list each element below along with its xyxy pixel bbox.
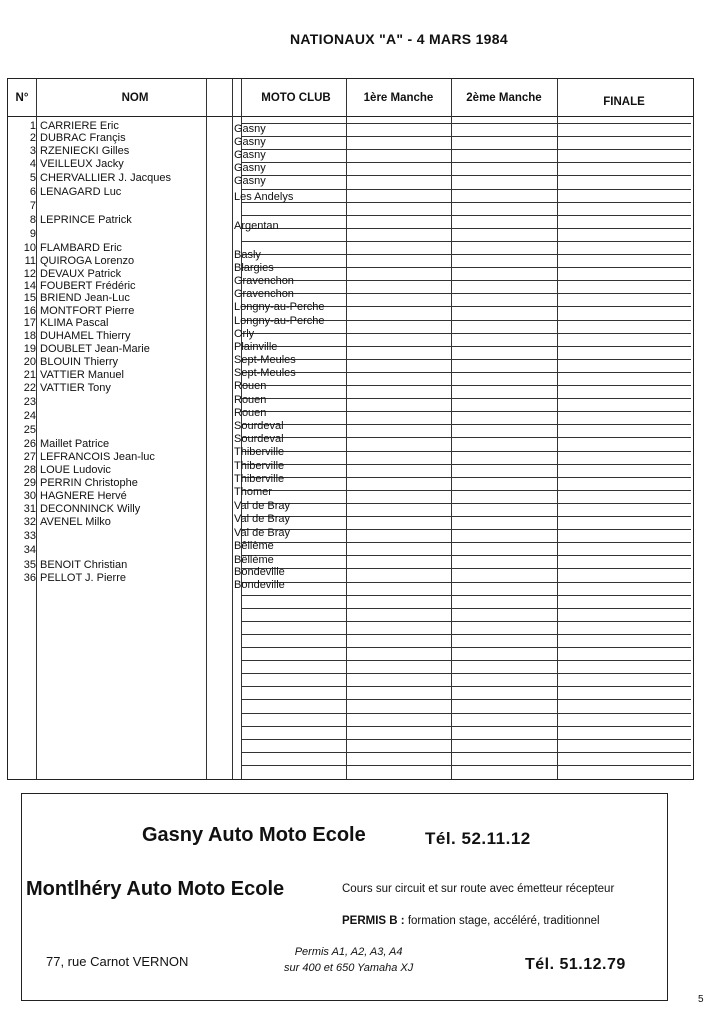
rider-name: AVENEL Milko: [40, 516, 111, 528]
grid-row-line: [241, 424, 691, 425]
rider-name: DOUBLET Jean-Marie: [40, 343, 150, 355]
club-name: Gasny: [234, 149, 266, 161]
grid-row-line: [241, 673, 691, 674]
club-name: Rouen: [234, 407, 267, 419]
grid-row-line: [241, 136, 691, 137]
club-name: Blargies: [234, 262, 274, 274]
grid-row-line: [241, 280, 691, 281]
rider-name: LOUE Ludovic: [40, 464, 111, 476]
rider-number: 26: [23, 438, 36, 450]
grid-row-line: [241, 333, 691, 334]
rider-name: PELLOT J. Pierre: [40, 572, 126, 584]
club-name: Rouen: [234, 394, 267, 406]
grid-row-line: [241, 699, 691, 700]
grid-row-line: [241, 477, 691, 478]
rider-name: HAGNERE Hervé: [40, 490, 127, 502]
rider-number: 11: [24, 255, 36, 267]
rider-number: 7: [29, 200, 36, 212]
header-nom: NOM: [121, 91, 149, 104]
grid-row-line: [241, 516, 691, 517]
grid-row-line: [241, 765, 691, 766]
grid-row-line: [241, 608, 691, 609]
rider-number: 31: [23, 503, 36, 515]
club-name: Rouen: [234, 380, 267, 392]
grid-row-line: [241, 437, 691, 438]
rider-number: 10: [23, 242, 36, 254]
club-name: Gasny: [234, 175, 266, 187]
column-divider: [36, 79, 37, 779]
gasny-school-name: [142, 824, 366, 847]
grid-row-line: [241, 503, 691, 504]
club-name: Thiberville: [234, 446, 285, 458]
grid-row-line: [241, 202, 691, 203]
rider-name: LEFRANCOIS Jean-luc: [40, 451, 155, 463]
header-manche2: 2ème Manche: [466, 91, 542, 104]
rider-number: 2: [29, 132, 36, 144]
rider-number: 8: [29, 214, 36, 226]
grid-row-line: [241, 621, 691, 622]
rider-name: DUBRAC Françis: [40, 132, 126, 144]
permis-a-info: [284, 944, 413, 976]
grid-row-line: [241, 346, 691, 347]
club-name: Bêllème: [234, 540, 274, 552]
grid-row-line: [241, 568, 691, 569]
rider-number: 17: [23, 317, 36, 329]
permis-a-line1: Permis A1, A2, A3, A4: [294, 946, 403, 958]
grid-row-line: [241, 660, 691, 661]
montlhery-school-name: Montlhéry Auto Moto Ecole: [26, 878, 285, 900]
club-name: Bondeville: [234, 566, 285, 578]
address: 77, rue Carnot VERNON: [46, 954, 189, 969]
club-name: Bêllème: [234, 554, 274, 566]
club-name: Argentan: [234, 220, 279, 232]
club-name: Plainville: [234, 341, 278, 353]
rider-number: 9: [29, 228, 36, 240]
club-name: Longny-au-Perche: [234, 301, 325, 313]
header-club: MOTO CLUB: [261, 91, 331, 104]
rider-name: MONTFORT Pierre: [40, 305, 135, 317]
rider-number: 35: [23, 559, 36, 571]
rider-name: LENAGARD Luc: [40, 186, 122, 198]
column-divider: [232, 79, 233, 779]
club-name: Thiberville: [234, 460, 285, 472]
header-finale: FINALE: [603, 95, 645, 108]
permis-b-label: PERMIS B :: [342, 915, 405, 927]
rider-name: VEILLEUX Jacky: [40, 158, 124, 170]
grid-row-line: [241, 241, 691, 242]
club-name: Gravenchon: [234, 288, 294, 300]
column-divider: [206, 79, 207, 779]
grid-row-line: [241, 189, 691, 190]
club-name: Val de Bray: [234, 513, 291, 525]
club-name: Les Andelys: [234, 191, 294, 203]
permis-b-text: formation stage, accéléré, traditionnel: [404, 915, 600, 927]
grid-row-line: [241, 529, 691, 530]
grid-row-line: [241, 123, 691, 124]
grid-row-line: [241, 464, 691, 465]
rider-number: 32: [23, 516, 36, 528]
grid-row-line: [241, 372, 691, 373]
grid-row-line: [241, 359, 691, 360]
rider-name: BRIEND Jean-Luc: [40, 292, 130, 304]
club-name: Thiberville: [234, 473, 285, 485]
grid-row-line: [241, 752, 691, 753]
rider-number: 3: [29, 145, 36, 157]
rider-name: QUIROGA Lorenzo: [40, 255, 135, 267]
club-name: Gravenchon: [234, 275, 294, 287]
club-name: Sourdeval: [234, 420, 284, 432]
rider-number: 19: [23, 343, 36, 355]
rider-number: 20: [23, 356, 36, 368]
header-manche1: 1ère Manche: [363, 91, 434, 104]
grid-row-line: [241, 267, 691, 268]
club-name: Gasny: [234, 162, 266, 174]
advertisement: [21, 793, 668, 1001]
header-num: N°: [15, 91, 29, 104]
rider-number: 15: [23, 292, 36, 304]
grid-row-line: [241, 726, 691, 727]
grid-row-line: [241, 149, 691, 150]
montlhery-phone: Tél. 51.12.79: [525, 956, 626, 973]
rider-number: 5: [29, 172, 36, 184]
club-name: Sept-Meules: [234, 354, 296, 366]
rider-number: 6: [29, 186, 36, 198]
club-name: Bondeville: [234, 579, 285, 591]
rider-number: 4: [29, 158, 36, 170]
grid-row-line: [241, 175, 691, 176]
rider-name: PERRIN Christophe: [40, 477, 138, 489]
club-name: Sourdeval: [234, 433, 284, 445]
grid-row-line: [241, 582, 691, 583]
grid-row-line: [241, 739, 691, 740]
grid-row-line: [241, 162, 691, 163]
rider-name: DEVAUX Patrick: [40, 268, 122, 280]
club-name: Basly: [234, 249, 261, 261]
rider-number: 29: [23, 477, 36, 489]
permis-a-line2: sur 400 et 650 Yamaha XJ: [284, 962, 414, 974]
rider-number: 24: [23, 410, 36, 422]
rider-number: 34: [23, 544, 36, 556]
grid-row-line: [241, 555, 691, 556]
grid-row-line: [241, 490, 691, 491]
grid-row-line: [241, 411, 691, 412]
grid-row-line: [241, 385, 691, 386]
rider-number: 22: [23, 382, 36, 394]
rider-name: FOUBERT Frédéric: [40, 280, 136, 292]
club-name: Thomer: [234, 486, 272, 498]
rider-name: BLOUIN Thierry: [40, 356, 119, 368]
grid-row-line: [241, 595, 691, 596]
gasny-phone: Tél. 52.11.12: [425, 829, 531, 848]
rider-number: 16: [23, 305, 36, 317]
rider-number: 14: [23, 280, 36, 292]
club-name: Orly: [234, 328, 255, 340]
gasny-school-label: Gasny Auto Moto Ecole: [142, 824, 366, 846]
permis-b-line: [342, 915, 600, 927]
grid-row-line: [241, 542, 691, 543]
rider-number: 1: [29, 120, 36, 132]
rider-number: 28: [23, 464, 36, 476]
grid-row-line: [241, 451, 691, 452]
grid-row-line: [241, 647, 691, 648]
rider-name: DUHAMEL Thierry: [40, 330, 131, 342]
rider-number: 18: [23, 330, 36, 342]
club-name: Val de Bray: [234, 500, 291, 512]
rider-name: BENOIT Christian: [40, 559, 128, 571]
club-name: Gasny: [234, 123, 266, 135]
rider-number: 21: [23, 369, 36, 381]
rider-number: 25: [23, 424, 36, 436]
rider-number: 12: [23, 268, 36, 280]
rider-name: CHERVALLIER J. Jacques: [40, 172, 172, 184]
grid-row-line: [241, 228, 691, 229]
rider-name: CARRIERE Eric: [40, 120, 119, 132]
grid-row-line: [241, 634, 691, 635]
rider-name: DECONNINCK Willy: [40, 503, 141, 515]
club-name: Sept-Meules: [234, 367, 296, 379]
grid-row-line: [241, 293, 691, 294]
rider-name: FLAMBARD Eric: [40, 242, 122, 254]
rider-number: 30: [23, 490, 36, 502]
grid-row-line: [241, 686, 691, 687]
course-description: Cours sur circuit et sur route avec émetteur récepteur: [342, 883, 615, 895]
club-name: Val de Bray: [234, 527, 291, 539]
rider-name: VATTIER Manuel: [40, 369, 124, 381]
rider-name: LEPRINCE Patrick: [40, 214, 132, 226]
rider-name: KLIMA Pascal: [40, 317, 109, 329]
grid-row-line: [241, 713, 691, 714]
rider-number: 36: [23, 572, 36, 584]
grid-row-line: [241, 215, 691, 216]
rider-number: 27: [23, 451, 36, 463]
page-number: 5: [698, 994, 704, 1005]
results-table: [7, 78, 694, 780]
grid-row-line: [241, 254, 691, 255]
rider-name: Maillet Patrice: [40, 438, 110, 450]
club-name: Longny-au-Perche: [234, 315, 325, 327]
grid-row-line: [241, 398, 691, 399]
rider-name: VATTIER Tony: [40, 382, 111, 394]
page-title: NATIONAUX "A" - 4 MARS 1984: [290, 31, 508, 47]
rider-number: 23: [23, 396, 36, 408]
club-name: Gasny: [234, 136, 266, 148]
rider-name: RZENIECKI Gilles: [40, 145, 130, 157]
table-header: [8, 79, 693, 117]
rider-number: 33: [23, 530, 36, 542]
